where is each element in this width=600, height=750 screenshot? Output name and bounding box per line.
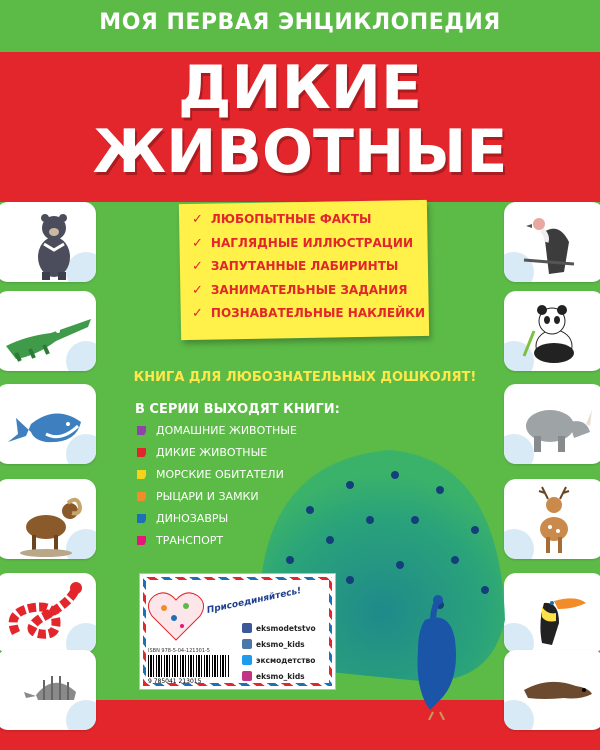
tile-armadillo xyxy=(0,650,96,730)
book-bullet-icon xyxy=(137,536,146,545)
series-item: ДИНОЗАВРЫ xyxy=(137,512,297,534)
social-vk[interactable]: eksmo_kids xyxy=(242,636,316,652)
series-title: МОЯ ПЕРВАЯ ЭНЦИКЛОПЕДИЯ xyxy=(99,10,501,35)
check-icon: ✓ xyxy=(192,259,203,274)
book-title xyxy=(0,53,600,187)
book-bullet-icon xyxy=(137,448,146,457)
social-twitter[interactable]: эксмодетство xyxy=(242,652,316,668)
tile-ferret xyxy=(504,650,600,730)
check-icon: ✓ xyxy=(192,235,203,251)
tile-ram xyxy=(0,479,96,559)
title-line-1: ДИКИЕ xyxy=(178,53,422,123)
check-icon: ✓ xyxy=(192,212,203,227)
whale-icon xyxy=(0,384,96,464)
check-icon: ✓ xyxy=(192,306,203,321)
snake-icon xyxy=(0,573,96,653)
feature-item: ✓ ПОЗНАВАТЕЛЬНЫЕ НАКЛЕЙКИ xyxy=(192,306,425,321)
feature-item: ✓ НАГЛЯДНЫЕ ИЛЛЮСТРАЦИИ xyxy=(192,235,413,251)
feature-item: ✓ ЗАПУТАННЫЕ ЛАБИРИНТЫ xyxy=(192,259,399,274)
tile-deer xyxy=(504,479,600,559)
twitter-icon xyxy=(242,655,252,665)
ram-icon xyxy=(0,479,96,559)
rhino-icon xyxy=(504,384,600,464)
book-bullet-icon xyxy=(137,514,146,523)
feature-item: ✓ ЗАНИМАТЕЛЬНЫЕ ЗАДАНИЯ xyxy=(192,282,408,298)
series-item: ДОМАШНИЕ ЖИВОТНЫЕ xyxy=(137,424,297,446)
facebook-icon xyxy=(242,623,252,633)
ferret-icon xyxy=(504,650,600,730)
social-instagram[interactable]: eksmo_kids xyxy=(242,668,316,684)
tile-toucan xyxy=(504,573,600,653)
series-item: ТРАНСПОРТ xyxy=(137,534,297,556)
crocodile-icon xyxy=(0,291,96,371)
series-item: ДИКИЕ ЖИВОТНЫЕ xyxy=(137,446,297,468)
tile-rhino xyxy=(504,384,600,464)
tile-bear xyxy=(0,202,96,282)
toucan-icon xyxy=(504,573,600,653)
barcode-number: 9 785041 213015 xyxy=(148,678,202,685)
check-icon: ✓ xyxy=(192,282,203,298)
tile-whale xyxy=(0,384,96,464)
tile-vulture xyxy=(504,202,600,282)
vk-icon xyxy=(242,639,252,649)
social-links xyxy=(242,620,316,684)
isbn: ISBN 978-5-04-121301-5 xyxy=(148,648,210,654)
barcode xyxy=(148,655,230,677)
title-line-2: ЖИВОТНЫЕ xyxy=(92,117,508,187)
series-item: РЫЦАРИ И ЗАМКИ xyxy=(137,490,297,512)
feature-item: ✓ ЛЮБОПЫТНЫЕ ФАКТЫ xyxy=(192,212,372,227)
instagram-icon xyxy=(242,671,252,681)
tile-snake xyxy=(0,573,96,653)
tile-panda xyxy=(504,291,600,371)
heart-logo-icon xyxy=(146,586,206,644)
armadillo-icon xyxy=(0,650,96,730)
vulture-icon xyxy=(504,202,600,282)
series-item: МОРСКИЕ ОБИТАТЕЛИ xyxy=(137,468,297,490)
join-text: Присоединяйтесь! xyxy=(206,586,303,616)
book-bullet-icon xyxy=(137,426,146,435)
book-bullet-icon xyxy=(137,492,146,501)
tagline: КНИГА ДЛЯ ЛЮБОЗНАТЕЛЬНЫХ ДОШКОЛЯТ! xyxy=(133,370,477,385)
info-sticker xyxy=(139,573,336,690)
social-facebook[interactable]: eksmodetstvo xyxy=(242,620,316,636)
deer-icon xyxy=(504,479,600,559)
book-bullet-icon xyxy=(137,470,146,479)
features-list xyxy=(192,212,425,330)
panda-icon xyxy=(504,291,600,371)
series-heading: В СЕРИИ ВЫХОДЯТ КНИГИ: xyxy=(135,402,340,417)
bear-icon xyxy=(0,202,96,282)
tile-crocodile xyxy=(0,291,96,371)
